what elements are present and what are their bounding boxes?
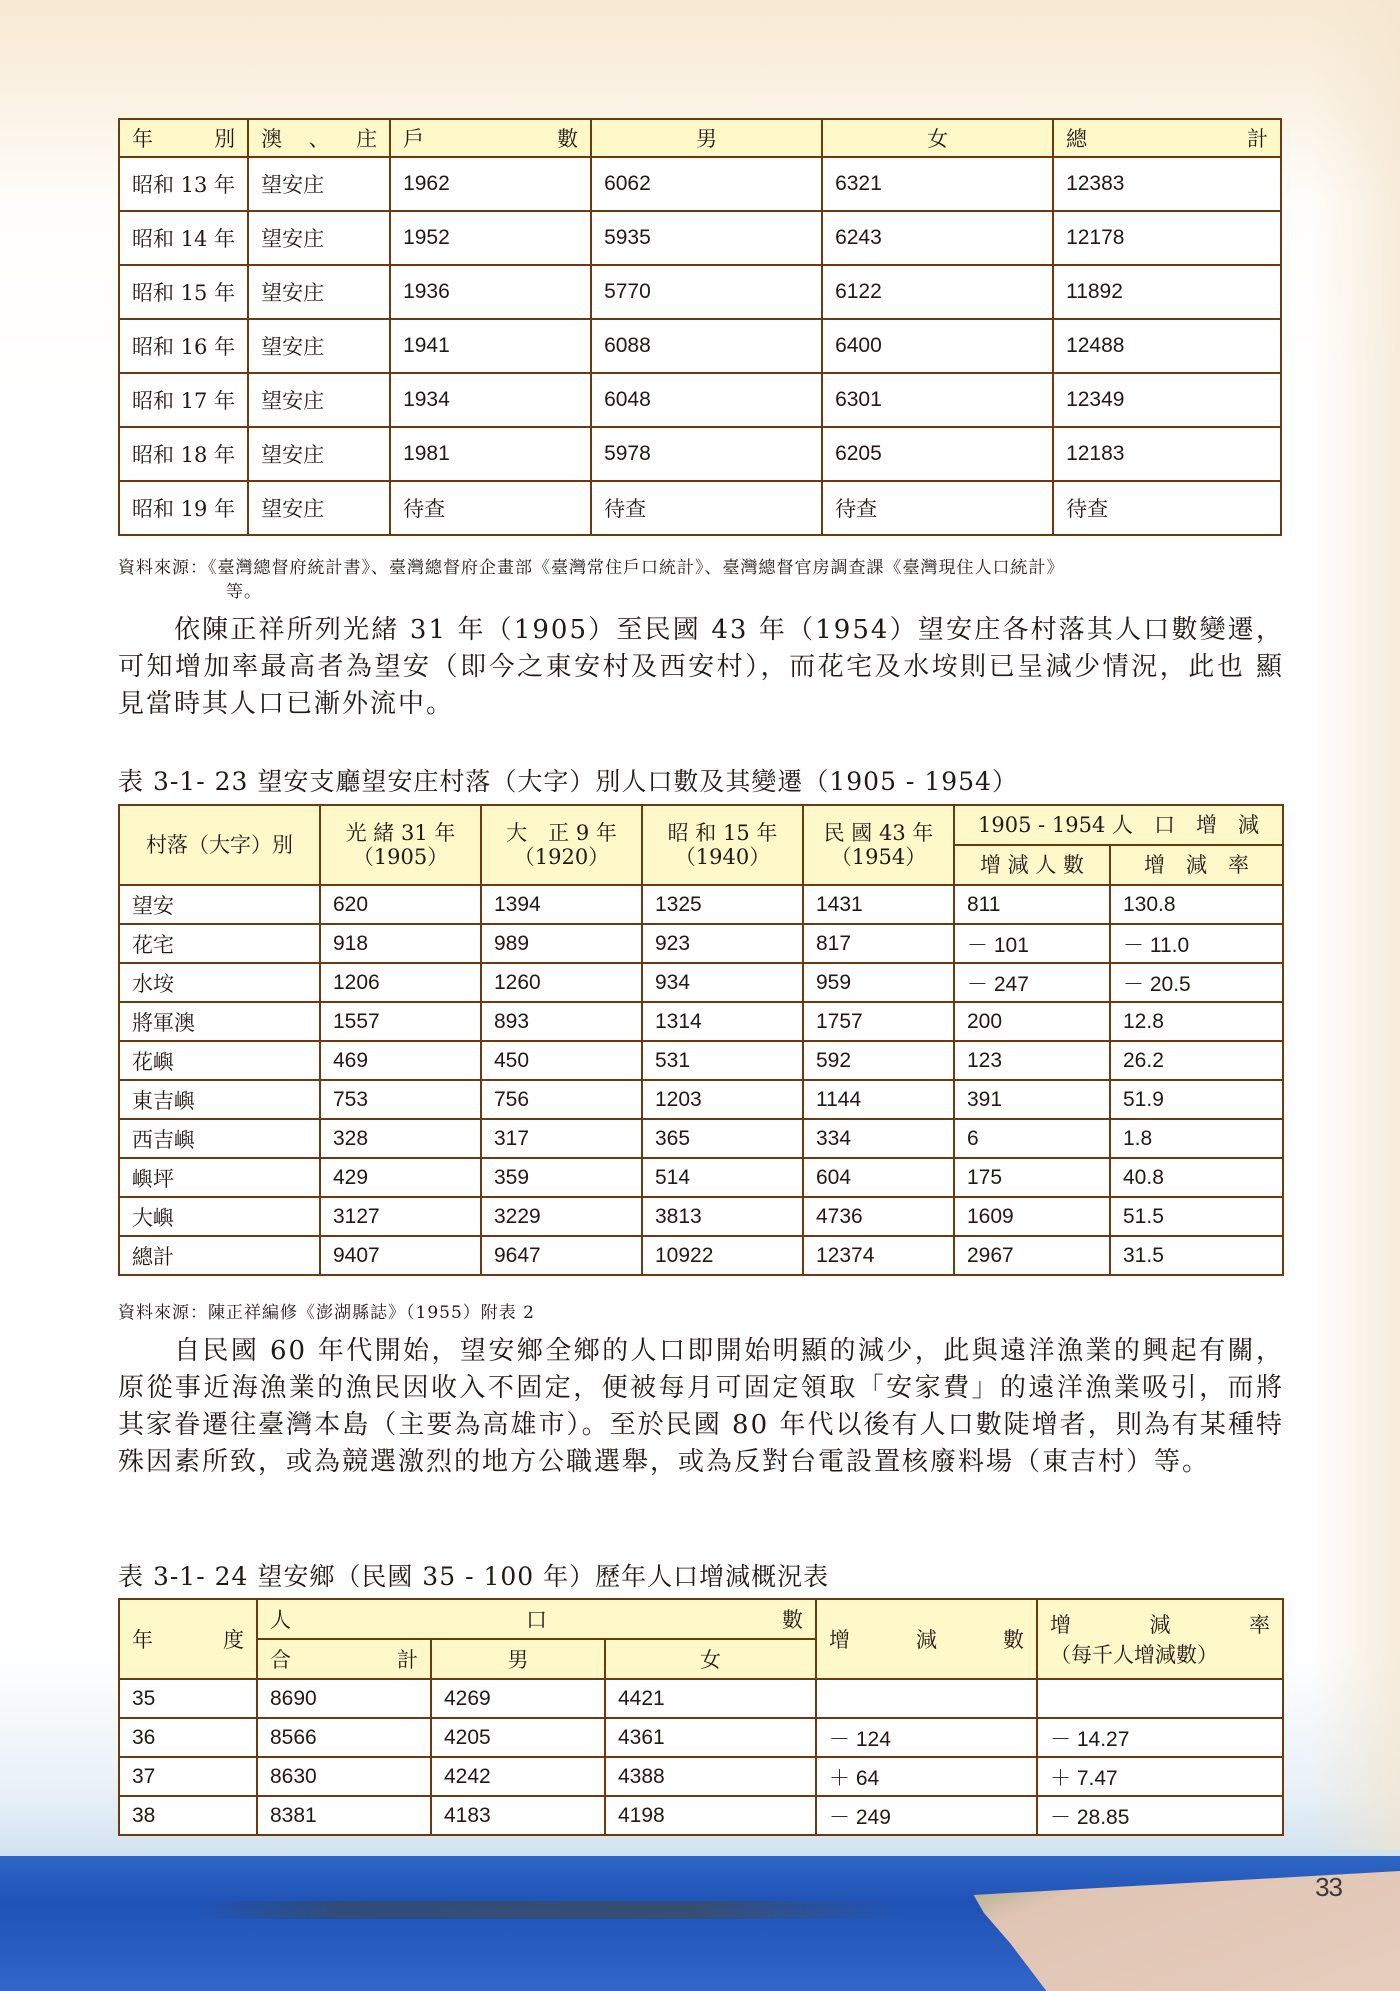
table-cell: 450: [481, 1041, 642, 1080]
header-text: 人: [270, 1608, 291, 1632]
header-text: 庄: [356, 127, 378, 151]
table-cell: 620: [320, 885, 481, 924]
header-text: 增: [829, 1628, 850, 1652]
table-cell: － 11.0: [1110, 924, 1283, 963]
table-cell: 8630: [257, 1757, 431, 1796]
table-cell: 6301: [822, 373, 1053, 427]
header-text: 大 正 9 年: [506, 821, 617, 845]
table-row: [119, 1158, 1283, 1197]
header-change-count: 增 減 人 數: [954, 845, 1110, 885]
header-female: 女: [822, 119, 1053, 157]
table-row: [119, 1002, 1283, 1041]
table-cell: 4361: [605, 1718, 816, 1757]
table-cell: 918: [320, 924, 481, 963]
page-number: 33: [1315, 1872, 1342, 1902]
table-cell: 5978: [591, 427, 822, 481]
header-text: 減: [1149, 1613, 1171, 1637]
table-cell: 429: [320, 1158, 481, 1197]
table-cell: 昭和 19 年: [119, 481, 248, 535]
table-cell: 望安庄: [248, 373, 390, 427]
table-cell: 359: [481, 1158, 642, 1197]
table-header-row: [119, 805, 1283, 845]
table-cell: 334: [803, 1119, 954, 1158]
header-male: 男: [431, 1639, 605, 1679]
table-row: [119, 924, 1283, 963]
table-cell: 200: [954, 1002, 1110, 1041]
table-cell: 4269: [431, 1679, 605, 1718]
header-year: [119, 119, 248, 157]
header-text: 年: [132, 1628, 153, 1652]
table-cell: 1952: [390, 211, 591, 265]
header-village: [248, 119, 390, 157]
table-cell: 123: [954, 1041, 1110, 1080]
table-row: [119, 427, 1281, 481]
table-cell: 昭和 13 年: [119, 157, 248, 211]
table1-source: 資料來源：《臺灣總督府統計書》、臺灣總督府企畫部《臺灣常住戶口統計》、臺灣總督官房調查課《臺灣現住人口統計》: [118, 558, 1065, 578]
header-total: [257, 1639, 431, 1679]
header-text: 增: [1050, 1613, 1071, 1637]
table-cell: 817: [803, 924, 954, 963]
table-cell: 1314: [642, 1002, 803, 1041]
table-cell: 望安庄: [248, 211, 390, 265]
table-cell: 嶼坪: [119, 1158, 320, 1197]
table-cell: 51.5: [1110, 1197, 1283, 1236]
header-text: 年: [132, 127, 153, 151]
table-cell: 1934: [390, 373, 591, 427]
header-population: [257, 1599, 816, 1639]
table-cell: 2967: [954, 1236, 1110, 1275]
table-cell: 365: [642, 1119, 803, 1158]
table-cell: 4198: [605, 1796, 816, 1835]
table-row: [119, 265, 1281, 319]
table-cell: 6062: [591, 157, 822, 211]
header-text: 昭 和 15 年: [667, 821, 778, 845]
header-text: 計: [1247, 127, 1268, 151]
table-row: [119, 373, 1281, 427]
table-cell: 989: [481, 924, 642, 963]
table-cell: ＋ 64: [816, 1757, 1037, 1796]
table-cell: 31.5: [1110, 1236, 1283, 1275]
paragraph-1: 依陳正祥所列光緒 31 年（1905）至民國 43 年（1954）望安庄各村落其人口數變遷，可知增加率最高者為望安（即今之東安村及西安村），而花宅及水垵則已呈減少情況，此也 顯見當時其人口已漸外流中。: [118, 615, 1284, 719]
table-cell: － 14.27: [1037, 1718, 1283, 1757]
header-text: 、: [308, 127, 330, 151]
table-cell: 317: [481, 1119, 642, 1158]
table-cell: 花嶼: [119, 1041, 320, 1080]
header-text: 戶: [403, 127, 425, 151]
table-cell: 望安庄: [248, 427, 390, 481]
table3-caption: 表 3-1- 24 望安鄉（民國 35 - 100 年）歷年人口增減概況表: [118, 1562, 830, 1591]
table-cell: 4242: [431, 1757, 605, 1796]
header-text: （每千人增減數）: [1050, 1643, 1218, 1667]
header-text: 數: [557, 127, 579, 151]
table-cell: 1609: [954, 1197, 1110, 1236]
header-text: 別: [214, 127, 236, 151]
table-cell: 26.2: [1110, 1041, 1283, 1080]
table-cell: 望安庄: [248, 157, 390, 211]
table-cell: 1260: [481, 963, 642, 1002]
table-cell: 昭和 15 年: [119, 265, 248, 319]
table-cell: 東吉嶼: [119, 1080, 320, 1119]
header-text: 總: [1066, 127, 1088, 151]
table-cell: 3813: [642, 1197, 803, 1236]
header-text: 率: [1249, 1613, 1270, 1637]
table-cell: 9647: [481, 1236, 642, 1275]
table-cell: 9407: [320, 1236, 481, 1275]
header-female: 女: [605, 1639, 816, 1679]
header-1905: [320, 805, 481, 885]
header-text: 口: [526, 1608, 547, 1632]
table-cell: 1144: [803, 1080, 954, 1119]
header-1920: [481, 805, 642, 885]
table-cell: 望安: [119, 885, 320, 924]
table-cell: 8566: [257, 1718, 431, 1757]
table-cell: 昭和 18 年: [119, 427, 248, 481]
table-cell: 待查: [822, 481, 1053, 535]
header-text: 光 緒 31 年: [345, 821, 456, 845]
header-change-group: 1905 - 1954 人 口 增 減: [954, 805, 1283, 845]
table-cell: 1325: [642, 885, 803, 924]
table-cell: 將軍澳: [119, 1002, 320, 1041]
table-cell: 昭和 14 年: [119, 211, 248, 265]
table-cell: － 124: [816, 1718, 1037, 1757]
table-cell: 1.8: [1110, 1119, 1283, 1158]
table-cell: 592: [803, 1041, 954, 1080]
table-cell: 12383: [1053, 157, 1281, 211]
table-cell: 1962: [390, 157, 591, 211]
table-cell: 6400: [822, 319, 1053, 373]
header-year: [119, 1599, 257, 1679]
table-cell: 35: [119, 1679, 257, 1718]
table-cell: 1941: [390, 319, 591, 373]
table-cell: 待查: [1053, 481, 1281, 535]
table-cell: 4421: [605, 1679, 816, 1718]
header-1954: [803, 805, 954, 885]
table-cell: 望安庄: [248, 481, 390, 535]
table-row: [119, 1718, 1283, 1757]
table-cell: 12183: [1053, 427, 1281, 481]
header-text: 澳: [261, 127, 283, 151]
table-cell: 6243: [822, 211, 1053, 265]
table-row: [119, 885, 1283, 924]
header-village: 村落（大字）別: [119, 805, 320, 885]
header-text: （1905）: [352, 845, 449, 869]
table-cell: 40.8: [1110, 1158, 1283, 1197]
header-text: 民 國 43 年: [823, 821, 934, 845]
table-cell: － 247: [954, 963, 1110, 1002]
table-cell: 469: [320, 1041, 481, 1080]
table-cell: 934: [642, 963, 803, 1002]
header-total: [1053, 119, 1281, 157]
annual-population-change-table: [118, 1598, 1284, 1836]
header-text: （1954）: [830, 845, 927, 869]
table-cell: － 28.85: [1037, 1796, 1283, 1835]
header-text: 數: [1003, 1628, 1024, 1652]
header-text: 計: [397, 1648, 418, 1672]
table-cell: 811: [954, 885, 1110, 924]
table-cell: 花宅: [119, 924, 320, 963]
table-cell: 753: [320, 1080, 481, 1119]
table-cell: 1394: [481, 885, 642, 924]
table-cell: 6088: [591, 319, 822, 373]
table-cell: 4388: [605, 1757, 816, 1796]
table-row: [119, 157, 1281, 211]
table-cell: 6122: [822, 265, 1053, 319]
table-cell: [1037, 1679, 1283, 1718]
table-row: [119, 481, 1281, 535]
table-cell: 5935: [591, 211, 822, 265]
table-cell: 6048: [591, 373, 822, 427]
table-cell: 12374: [803, 1236, 954, 1275]
table-cell: [816, 1679, 1037, 1718]
table-cell: 1557: [320, 1002, 481, 1041]
table-cell: 130.8: [1110, 885, 1283, 924]
table-cell: 1206: [320, 963, 481, 1002]
table2-caption: 表 3-1- 23 望安支廳望安庄村落（大字）別人口數及其變遷（1905 - 1954）: [118, 767, 1018, 796]
paragraph-2: 自民國 60 年代開始，望安鄉全鄉的人口即開始明顯的減少，此與遠洋漁業的興起有關，原從事近海漁業的漁民因收入不固定，便被每月可固定領取「安家費」的遠洋漁業吸引，而將其家眷遷往臺灣本島（主要為高雄市）。至於民國 80 年代以後有人口數陡增者，則為有某種特殊因素所致，或為競選激烈的地方公職選舉，或為反對台電設置核廢料場（東吉村）等。: [118, 1336, 1284, 1477]
table-cell: 175: [954, 1158, 1110, 1197]
table-row: [119, 963, 1283, 1002]
header-rate: [1037, 1599, 1283, 1679]
table-row: [119, 211, 1281, 265]
header-change-rate: 增 減 率: [1110, 845, 1283, 885]
table-cell: 4183: [431, 1796, 605, 1835]
table-cell: 12488: [1053, 319, 1281, 373]
table-cell: 37: [119, 1757, 257, 1796]
header-text: 數: [782, 1608, 803, 1632]
table-cell: 36: [119, 1718, 257, 1757]
table-cell: 11892: [1053, 265, 1281, 319]
table-cell: 391: [954, 1080, 1110, 1119]
table-cell: 4205: [431, 1718, 605, 1757]
table-header-row: [119, 1599, 1283, 1639]
table-cell: 昭和 16 年: [119, 319, 248, 373]
table-row: [119, 1080, 1283, 1119]
table-row: [119, 1041, 1283, 1080]
table1-source-cont: 等。: [226, 582, 262, 602]
table-cell: 3127: [320, 1197, 481, 1236]
table-cell: 5770: [591, 265, 822, 319]
table-cell: 3229: [481, 1197, 642, 1236]
table-cell: 昭和 17 年: [119, 373, 248, 427]
table-cell: 1203: [642, 1080, 803, 1119]
table-cell: 514: [642, 1158, 803, 1197]
population-by-year-table: [118, 118, 1282, 536]
table-cell: 待查: [591, 481, 822, 535]
table-cell: 1757: [803, 1002, 954, 1041]
table-cell: 1936: [390, 265, 591, 319]
table-cell: 4736: [803, 1197, 954, 1236]
header-male: 男: [591, 119, 822, 157]
table-cell: ＋ 7.47: [1037, 1757, 1283, 1796]
table-cell: 1981: [390, 427, 591, 481]
table-row: [119, 319, 1281, 373]
header-text: 合: [270, 1648, 291, 1672]
village-population-table: [118, 804, 1284, 1276]
header-text: 減: [916, 1628, 937, 1652]
table-cell: 1431: [803, 885, 954, 924]
table-cell: 總計: [119, 1236, 320, 1275]
table-row: [119, 1119, 1283, 1158]
table-cell: 8690: [257, 1679, 431, 1718]
table-row: [119, 1796, 1283, 1835]
table-cell: 12178: [1053, 211, 1281, 265]
table-row: [119, 1679, 1283, 1718]
table-row: [119, 1757, 1283, 1796]
table-cell: － 249: [816, 1796, 1037, 1835]
table-cell: 12349: [1053, 373, 1281, 427]
header-text: （1920）: [513, 845, 610, 869]
table-cell: 水垵: [119, 963, 320, 1002]
table-row: [119, 1197, 1283, 1236]
table-cell: 10922: [642, 1236, 803, 1275]
table-cell: 12.8: [1110, 1002, 1283, 1041]
table-cell: 6205: [822, 427, 1053, 481]
table-cell: 8381: [257, 1796, 431, 1835]
header-text: 度: [223, 1628, 244, 1652]
header-text: （1940）: [674, 845, 771, 869]
table-cell: 531: [642, 1041, 803, 1080]
header-households: [390, 119, 591, 157]
table2-source: 資料來源：陳正祥編修《澎湖縣誌》（1955）附表 2: [118, 1303, 535, 1323]
table-cell: － 20.5: [1110, 963, 1283, 1002]
table-cell: 51.9: [1110, 1080, 1283, 1119]
table-cell: 6: [954, 1119, 1110, 1158]
table-cell: 923: [642, 924, 803, 963]
table-cell: 西吉嶼: [119, 1119, 320, 1158]
table-cell: 大嶼: [119, 1197, 320, 1236]
header-1940: [642, 805, 803, 885]
table-cell: 959: [803, 963, 954, 1002]
table-header-row: [119, 119, 1281, 157]
reef-decoration: [200, 1901, 900, 1919]
table-row: [119, 1236, 1283, 1275]
header-change: [816, 1599, 1037, 1679]
table-cell: 604: [803, 1158, 954, 1197]
table-cell: 328: [320, 1119, 481, 1158]
table-cell: 望安庄: [248, 319, 390, 373]
table-cell: 6321: [822, 157, 1053, 211]
table-cell: － 101: [954, 924, 1110, 963]
table-cell: 望安庄: [248, 265, 390, 319]
table-cell: 893: [481, 1002, 642, 1041]
table-cell: 待查: [390, 481, 591, 535]
page-edge-decoration: [1310, 0, 1400, 1850]
table-cell: 756: [481, 1080, 642, 1119]
coastline-photo: [0, 1856, 1400, 1991]
table-cell: 38: [119, 1796, 257, 1835]
